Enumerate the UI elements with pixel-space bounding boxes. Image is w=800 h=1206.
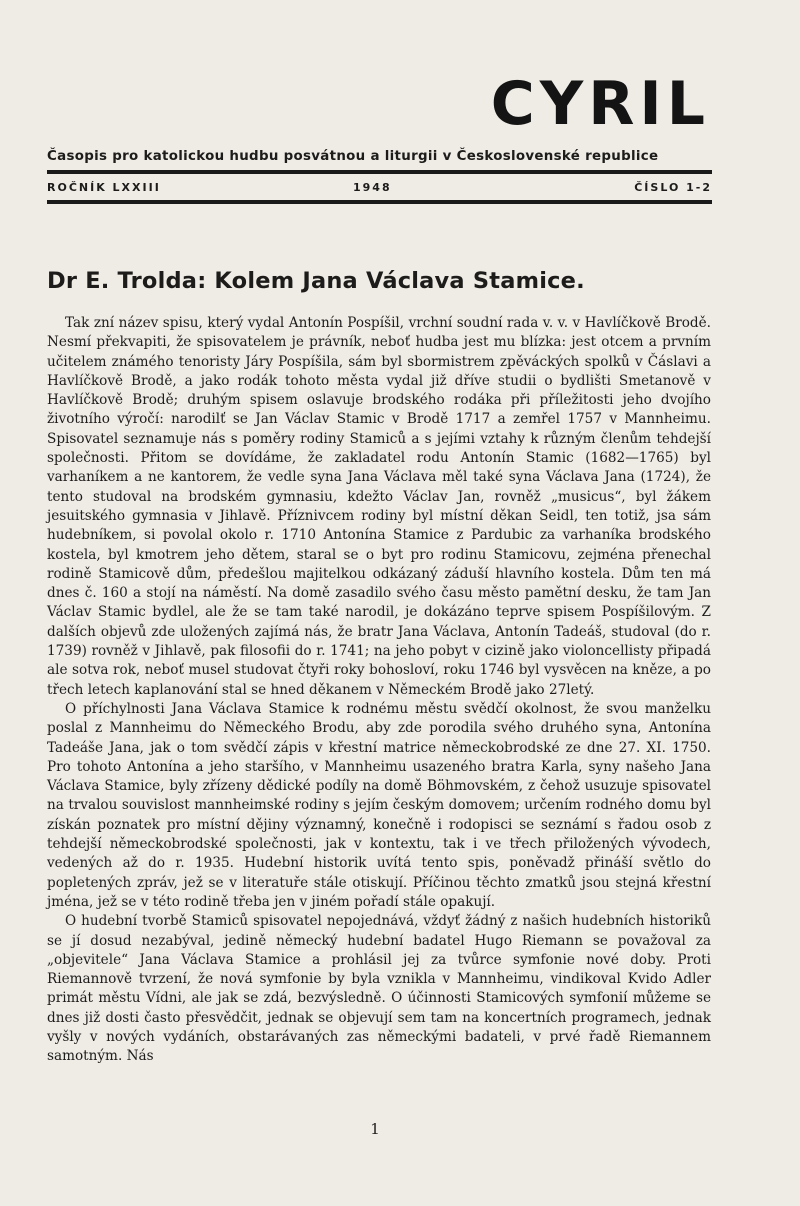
- year-label: 1948: [353, 181, 392, 194]
- journal-title: CYRIL: [490, 69, 710, 139]
- issue-info: [47, 181, 712, 195]
- volume-label: ROČNÍK LXXIII: [47, 181, 161, 194]
- paragraph: O hudební tvorbě Stamiců spisovatel nepojednává, vždyť žádný z našich hudebních historiků se jí dosud nezabýval, jedině německý hudební badatel Hugo Riemann se považoval za „objevitele“ Jana Václava Stamice a prohlásil jej za tvůrce symfonie nové doby. Proti Riemannově tvrzení, že nová symfonie by byla vznikla v Mannheimu, vindikoval Kvido Adler primát městu Vídni, ale jak se zdá, bezvýsledně. O účinnosti Stamicových symfonií můžeme se dnes již dosti často přesvědčit, jednak se objevují sem tam na koncertních programech, jednak vyšly v nových vydáních, obstarávaných zas německými badateli, v prvé řadě Riemannem samotným. Nás: [47, 913, 711, 1065]
- article-body: [47, 314, 711, 1067]
- header-rule-bottom: [47, 200, 712, 204]
- header-rule-top: [47, 170, 712, 174]
- journal-subtitle: Časopis pro katolickou hudbu posvátnou a liturgii v Československé republice: [47, 149, 659, 164]
- paragraph: Tak zní název spisu, který vydal Antonín Pospíšil, vrchní soudní rada v. v. v Havlíčkově Brodě. Nesmí překvapiti, že spisovatelem je právník, neboť hudba jest mu blízka: jest otcem a prvním učitelem známého tenoristy Járy Pospíšila, sám byl sbormistrem zpěváckých spolků v Čáslavi a Havlíčkově Brodě, a jako rodák tohoto města vydal již dříve studii o bydlišti Smetanově v Havlíčkově Brodě; druhým spisem oslavuje brodského rodáka při příležitosti jeho dvojího životního výročí: narodilť se Jan Václav Stamic v Brodě 1717 a zemřel 1757 v Mannheimu. Spisovatel seznamuje nás s poměry rodiny Stamiců a s jejími vztahy k různým členům tehdejší společnosti. Přitom se dovídáme, že zakladatel rodu Antonín Stamic (1682—1765) byl varhaníkem a ne kantorem, že vedle syna Jana Václava měl také syna Václava Jana (1724), že tento studoval na brodském gymnasiu, kdežto Václav Jan, rovněž „musicus“, byl žákem jesuitského gymnasia v Jihlavě. Příznivcem rodiny byl místní děkan Seidl, ten totiž, jsa sám hudebníkem, si povolal okolo r. 1710 Antonína Stamice z Pardubic za varhaníka brodského kostela, byl kmotrem jeho dětem, staral se o byt pro rodinu Stamicovu, zejména přenechal rodině Stamicově dům, předešlou majitelkou odkázaný záduší hlavního kostela. Dům ten má dnes č. 160 a stojí na náměstí. Na domě zasadilo svého času město pamětní desku, že tam Jan Václav Stamic bydlel, ale že se tam také narodil, je dokázáno teprve spisem Pospíšilovým. Z dalších objevů zde uložených zajímá nás, že bratr Jana Václava, Antonín Tadeáš, studoval (do r. 1739) rovněž v Jihlavě, pak filosofii do r. 1741; na jeho pobyt v cizině jako violoncellisty připadá ale sotva rok, neboť musel studovat čtyři roky bohosloví, roku 1746 byl vysvěcen na kněze, a po třech letech kaplanování stal se hned děkanem v Německém Brodě jako 27letý.: [47, 315, 711, 698]
- page-number: 1: [370, 1120, 380, 1138]
- issue-number: ČÍSLO 1-2: [634, 181, 712, 194]
- article-title: Dr E. Trolda: Kolem Jana Václava Stamice.: [47, 268, 585, 294]
- paragraph: O příchylnosti Jana Václava Stamice k rodnému městu svědčí okolnost, že svou manželku poslal z Mannheimu do Německého Brodu, aby zde porodila svého druhého syna, Antonína Tadeáše Jana, jak o tom svědčí zápis v křestní matrice německobrodské ze dne 27. XI. 1750. Pro tohoto Antonína a jeho staršího, v Mannheimu usazeného bratra Karla, syny našeho Jana Václava Stamice, byly zřízeny dědické podíly na domě Böhmovském, z čehož usuzuje spisovatel na trvalou souvislost mannheimské rodiny s jejím českým domovem; určením rodného domu byl získán poznatek pro místní dějiny významný, konečně i rodopisci se seznámí s řadou osob z tehdejší německobrodské společnosti, jak v kontextu, tak i ve třech přiložených vývodech, vedených až do r. 1935. Hudební historik uvítá tento spis, poněvadž přináší světlo do popletených zpráv, jež se v literatuře stále otiskují. Příčinou těchto zmatků jsou stejná křestní jména, jež se v této rodině třeba jen v jiném pořadí stále opakují.: [47, 700, 711, 910]
